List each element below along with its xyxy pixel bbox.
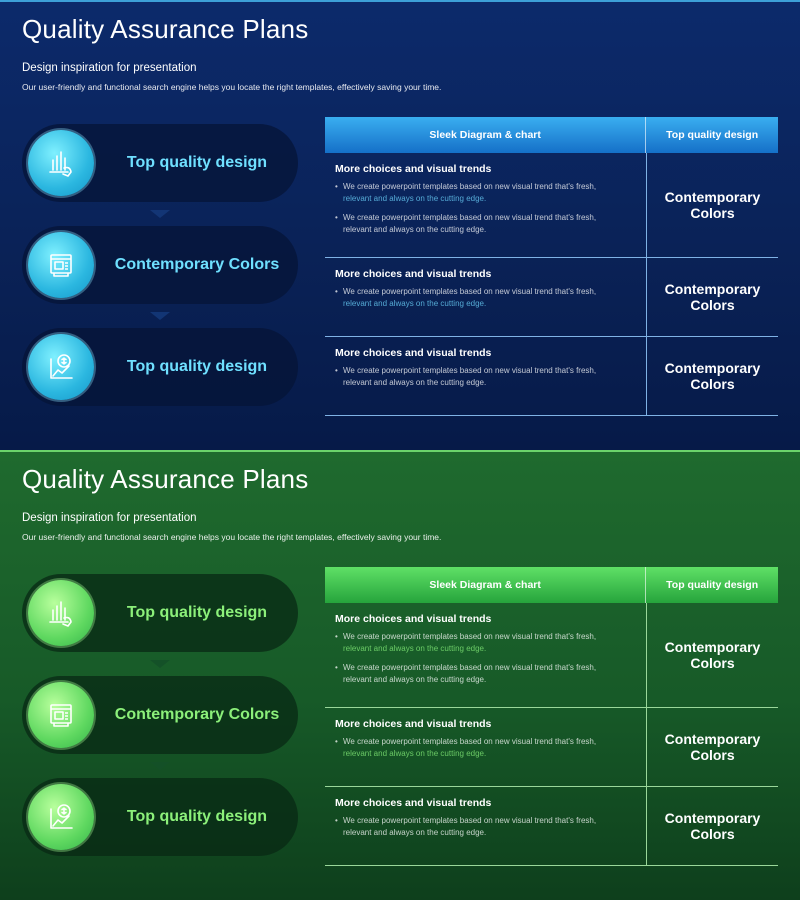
bullet-item: • We create powerpoint templates based on new visual trend that's fresh, relevant and always on the cutting edge. (335, 662, 636, 686)
document-screen-icon (28, 232, 94, 298)
row-value: Contemporary Colors (646, 153, 778, 257)
table-header (325, 117, 778, 153)
dollar-growth-icon (28, 334, 94, 400)
row-heading: More choices and visual trends (335, 163, 492, 175)
row-value: Contemporary Colors (646, 708, 778, 786)
table-row (325, 153, 778, 258)
row-value: Contemporary Colors (646, 787, 778, 865)
feature-pill-1 (22, 124, 298, 202)
row-value: Contemporary Colors (646, 337, 778, 415)
row-heading: More choices and visual trends (335, 718, 492, 730)
row-heading: More choices and visual trends (335, 797, 492, 809)
slide-subtitle: Design inspiration for presentation (22, 62, 197, 74)
feature-label: Contemporary Colors (114, 256, 280, 273)
table-row (325, 603, 778, 708)
slide-description: Our user-friendly and functional search engine helps you locate the right templates, effectively saving your time. (22, 532, 442, 542)
table-header (325, 567, 778, 603)
bullet-item: • We create powerpoint templates based on new visual trend that's fresh, relevant and always on the cutting edge. (335, 286, 636, 310)
feature-label: Top quality design (126, 808, 268, 825)
comparison-table (325, 567, 778, 866)
chart-hand-icon (28, 580, 94, 646)
connector-arrow (150, 762, 170, 770)
feature-label: Top quality design (126, 604, 268, 621)
feature-pill-1 (22, 574, 298, 652)
slide-green (0, 450, 800, 900)
feature-pill-2 (22, 226, 298, 304)
row-heading: More choices and visual trends (335, 268, 492, 280)
row-value: Contemporary Colors (646, 258, 778, 336)
table-header-cell: Top quality design (645, 567, 778, 603)
slide-subtitle: Design inspiration for presentation (22, 512, 197, 524)
slide-description: Our user-friendly and functional search engine helps you locate the right templates, effectively saving your time. (22, 82, 442, 92)
feature-pill-2 (22, 676, 298, 754)
table-header-cell: Sleek Diagram & chart (429, 579, 541, 591)
table-row (325, 708, 778, 787)
feature-pill-3 (22, 328, 298, 406)
connector-arrow (150, 660, 170, 668)
dollar-growth-icon (28, 784, 94, 850)
bullet-item: • We create powerpoint templates based on new visual trend that's fresh, relevant and always on the cutting edge. (335, 365, 636, 389)
connector-arrow (150, 210, 170, 218)
row-value: Contemporary Colors (646, 603, 778, 707)
document-screen-icon (28, 682, 94, 748)
row-heading: More choices and visual trends (335, 347, 492, 359)
bullet-item: • We create powerpoint templates based on new visual trend that's fresh, relevant and always on the cutting edge. (335, 815, 636, 839)
feature-label: Top quality design (126, 154, 268, 171)
bullet-item: • We create powerpoint templates based on new visual trend that's fresh, relevant and always on the cutting edge. (335, 736, 636, 760)
bullet-item: • We create powerpoint templates based on new visual trend that's fresh, relevant and always on the cutting edge. (335, 212, 636, 236)
slide-title: Quality Assurance Plans (22, 14, 309, 44)
slide-title: Quality Assurance Plans (22, 464, 309, 494)
bullet-item: • We create powerpoint templates based on new visual trend that's fresh, relevant and always on the cutting edge. (335, 181, 636, 205)
connector-arrow (150, 312, 170, 320)
feature-label: Contemporary Colors (114, 706, 280, 723)
table-row (325, 787, 778, 866)
table-row (325, 258, 778, 337)
feature-label: Top quality design (126, 358, 268, 375)
comparison-table (325, 117, 778, 416)
table-row (325, 337, 778, 416)
chart-hand-icon (28, 130, 94, 196)
table-header-cell: Top quality design (645, 117, 778, 153)
table-header-cell: Sleek Diagram & chart (429, 129, 541, 141)
feature-pill-3 (22, 778, 298, 856)
bullet-item: • We create powerpoint templates based on new visual trend that's fresh, relevant and always on the cutting edge. (335, 631, 636, 655)
row-heading: More choices and visual trends (335, 613, 492, 625)
